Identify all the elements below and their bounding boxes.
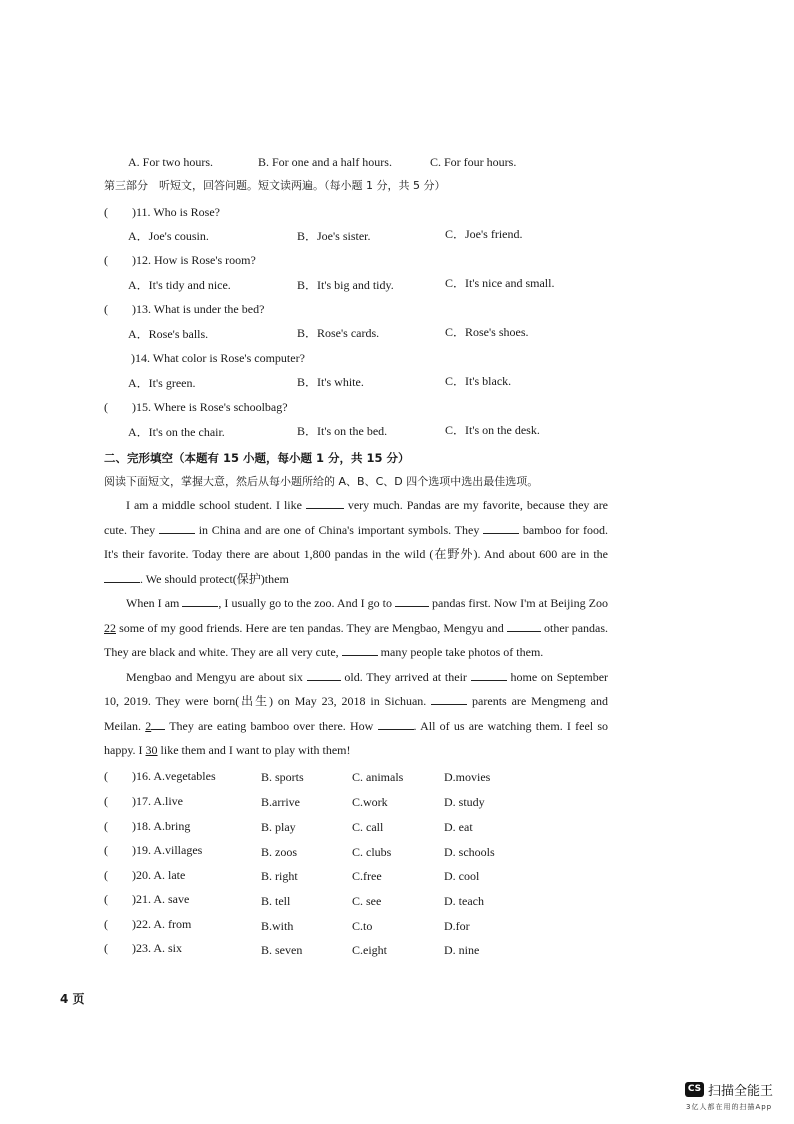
q13-option-a: A．Rose's balls.: [128, 327, 209, 341]
blank-30-number: 30: [145, 743, 158, 757]
cloze-heading: 二、完形填空（本题有 15 小题，每小题 1 分，共 15 分）: [104, 451, 410, 465]
p2-text-5: other pandas. They are black and white. They are all very cute,: [104, 620, 609, 659]
camscanner-logo-icon: CS: [685, 1082, 704, 1097]
question-14: )14. What color is Rose's computer?: [131, 351, 305, 365]
q22-option-b: B.with: [261, 919, 294, 933]
blank-18: [483, 522, 519, 534]
camscanner-name: 扫描全能王: [708, 1084, 774, 1099]
q16-option-d: D.movies: [444, 770, 491, 784]
p1-text-5: . We should protect(保护)them: [140, 571, 289, 586]
prev-option-a: A. For two hours.: [128, 155, 214, 169]
q20-option-b: B. right: [261, 869, 298, 883]
p3-text-1: Mengbao and Mengyu are about six: [126, 669, 303, 684]
blank-28: [151, 718, 165, 730]
p2-text-1: When I am: [126, 596, 180, 610]
p1-text-1: I am a middle school student. I like: [126, 498, 302, 512]
q19-option-b: B. zoos: [261, 845, 297, 859]
q14-option-b: B．It's white.: [297, 375, 364, 389]
p3-text-7: like them and I want to play with them!: [160, 743, 351, 757]
q18-option-c: C. call: [352, 820, 384, 834]
p3-text-6: . All of us are watching them. I feel so happy. I: [104, 718, 608, 757]
p1-text-4: bamboo for food. It's their favorite. Today there are about 1,800 pandas in the wild (在野外). And about 600 are in the: [104, 522, 608, 561]
blank-21: [395, 595, 429, 607]
q18-option-b: B. play: [261, 820, 296, 834]
blank-22-number: 22: [104, 620, 116, 635]
p2-text-6: many people take photos of them.: [380, 645, 544, 659]
q18-option-d: D. eat: [444, 820, 473, 834]
q12-option-c: C．It's nice and small.: [445, 276, 555, 290]
option-row-16: ( )16. A.vegetables: [104, 769, 216, 783]
q21-option-b: B. tell: [261, 894, 291, 908]
q21-option-c: C. see: [352, 894, 382, 908]
part3-heading: 第三部分 听短文，回答问题。短文读两遍。（每小题 1 分，共 5 分）: [104, 179, 446, 192]
q15-option-b: B．It's on the bed.: [297, 424, 388, 438]
q11-option-a: A．Joe's cousin.: [128, 229, 209, 243]
q14-option-c: C．It's black.: [445, 374, 512, 388]
cloze-passage: [104, 493, 608, 763]
q20-option-d: D. cool: [444, 869, 480, 883]
blank-19: [104, 571, 140, 583]
page-number: 4 页: [60, 992, 85, 1006]
option-row-19: ( )19. A.villages: [104, 843, 203, 857]
q13-option-c: C．Rose's shoes.: [445, 325, 529, 339]
option-row-20: ( )20. A. late: [104, 868, 186, 882]
p3-text-5: They are eating bamboo over there. How: [169, 718, 374, 733]
q14-option-a: A．It's green.: [128, 376, 196, 390]
blank-16: [306, 497, 344, 509]
q11-option-b: B．Joe's sister.: [297, 229, 371, 243]
q22-option-c: C.to: [352, 919, 373, 933]
cloze-instruction: 阅读下面短文，掌握大意，然后从每小题所给的 A、B、C、D 四个选项中选出最佳选项。: [104, 475, 539, 488]
option-row-18: ( )18. A.bring: [104, 819, 191, 833]
blank-20: [182, 595, 218, 607]
camscanner-tagline: 3亿人都在用的扫描App: [686, 1103, 773, 1111]
q23-option-b: B. seven: [261, 943, 303, 957]
q16-option-b: B. sports: [261, 770, 304, 784]
passage-paragraph-1: [104, 493, 608, 591]
p1-text-2: very much. Pandas are my favorite, because they are cute. They: [104, 498, 609, 537]
q15-option-a: A．It's on the chair.: [128, 425, 225, 439]
blank-29: [378, 718, 414, 730]
q12-option-a: A．It's tidy and nice.: [128, 278, 231, 292]
q17-option-b: B.arrive: [261, 795, 300, 809]
option-row-21: ( )21. A. save: [104, 892, 190, 906]
q15-option-c: C．It's on the desk.: [445, 423, 540, 437]
question-12: ( )12. How is Rose's room?: [104, 253, 256, 267]
p1-text-3: in China and are one of China's important symbols. They: [198, 522, 480, 537]
q19-option-d: D. schools: [444, 845, 495, 859]
q20-option-c: C.free: [352, 869, 382, 883]
p3-text-2: old. They arrived at their: [344, 669, 467, 684]
option-row-17: ( )17. A.live: [104, 794, 183, 808]
q17-option-c: C.work: [352, 795, 388, 809]
question-15: ( )15. Where is Rose's schoolbag?: [104, 400, 288, 414]
q17-option-d: D. study: [444, 795, 485, 809]
p2-text-4: some of my good friends. Here are ten pandas. They are Mengbao, Mengyu and: [119, 620, 504, 635]
option-row-22: ( )22. A. from: [104, 917, 192, 931]
q11-option-c: C．Joe's friend.: [445, 227, 523, 241]
q23-option-c: C.eight: [352, 943, 387, 957]
q22-option-d: D.for: [444, 919, 470, 933]
blank-27: [431, 693, 467, 705]
p2-text-2: , I usually go to the zoo. And I go to: [218, 596, 392, 610]
passage-paragraph-3: [104, 665, 608, 763]
q21-option-d: D. teach: [444, 894, 484, 908]
q12-option-b: B．It's big and tidy.: [297, 278, 394, 292]
q16-option-c: C. animals: [352, 770, 404, 784]
p2-text-3: pandas first. Now I'm at Beijing Zoo: [432, 596, 609, 610]
question-13: ( )13. What is under the bed?: [104, 302, 265, 316]
p3-text-4: parents are Mengmeng and Meilan.: [104, 694, 608, 733]
p3-text-3: home on September 10, 2019. They were born(出生) on May 23, 2018 in Sichuan.: [104, 669, 609, 708]
prev-option-c: C. For four hours.: [430, 155, 517, 169]
q19-option-c: C. clubs: [352, 845, 392, 859]
option-row-23: ( )23. A. six: [104, 941, 183, 955]
blank-23: [507, 620, 541, 632]
prev-option-b: B. For one and a half hours.: [258, 155, 392, 169]
question-11: ( )11. Who is Rose?: [104, 205, 220, 219]
blank-25: [307, 669, 341, 681]
blank-28-number: 2: [145, 718, 152, 733]
blank-24: [342, 644, 378, 656]
q23-option-d: D. nine: [444, 943, 480, 957]
passage-paragraph-2: [104, 591, 608, 665]
blank-26: [471, 669, 507, 681]
blank-17: [159, 522, 195, 534]
q13-option-b: B．Rose's cards.: [297, 326, 380, 340]
